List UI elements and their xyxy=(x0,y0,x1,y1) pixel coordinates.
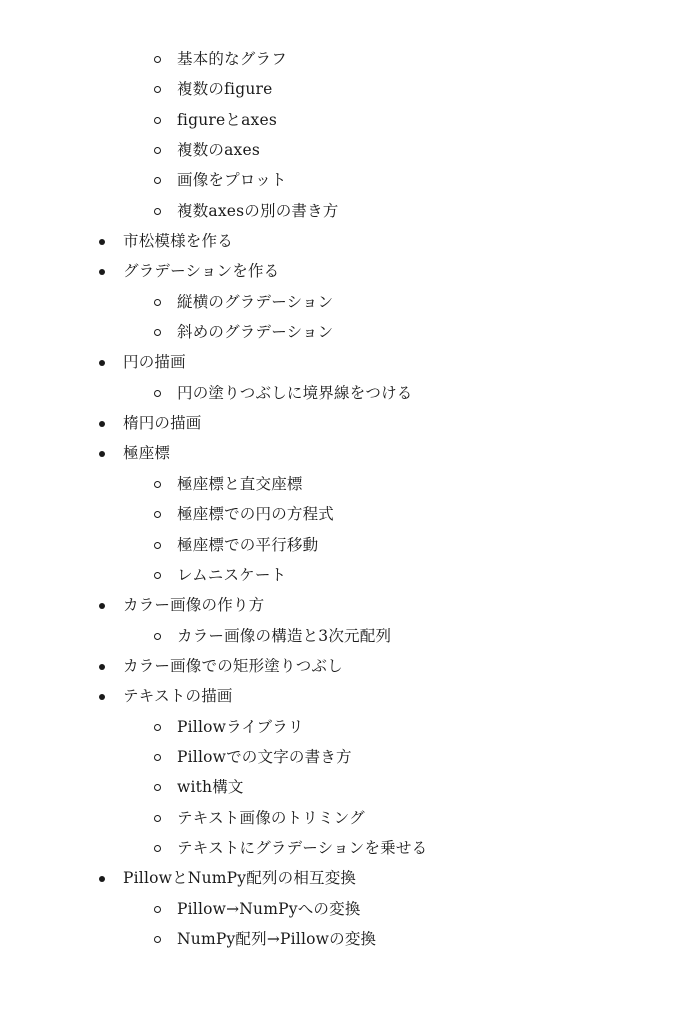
sub-list-item xyxy=(0,924,681,954)
list-item-label: 楕円の描画 xyxy=(123,414,202,433)
sub-list-item-label: 複数のaxes xyxy=(177,141,261,160)
sub-list-item-label: 円の塗りつぶしに境界線をつける xyxy=(177,383,413,402)
table-of-contents xyxy=(0,44,681,954)
list-item xyxy=(0,408,681,438)
list-item-label: カラー画像での矩形塗りつぶし xyxy=(123,656,343,675)
list-item-label: グラデーションを作る xyxy=(123,262,280,281)
sub-list-item xyxy=(0,772,681,802)
sub-list-item-label: 極座標と直交座標 xyxy=(177,474,303,493)
sub-list-item-label: カラー画像の構造と3次元配列 xyxy=(177,626,392,645)
list-item xyxy=(0,256,681,286)
sub-list-item xyxy=(0,499,681,529)
sub-list-item-label: 基本的なグラフ xyxy=(177,50,287,68)
sub-list-item-label: 画像をプロット xyxy=(177,171,287,190)
list-item-label: PillowとNumPy配列の相互変換 xyxy=(123,869,357,888)
sub-list-item-label: 縦横のグラデーション xyxy=(177,292,334,311)
list-item-label: 極座標 xyxy=(123,444,171,463)
sub-list-item xyxy=(0,469,681,499)
list-item-label: テキストの描画 xyxy=(123,687,233,706)
sub-list-item xyxy=(0,287,681,317)
sub-list-item xyxy=(0,165,681,195)
sub-list-item xyxy=(0,317,681,347)
sub-list-item-label: Pillowでの文字の書き方 xyxy=(177,747,352,766)
list-item-label: 市松模様を作る xyxy=(123,232,233,251)
sub-list-item-label: with構文 xyxy=(177,778,244,797)
sub-list-item-label: Pillowライブラリ xyxy=(177,717,304,736)
list-item xyxy=(0,347,681,377)
sub-list-item-label: 斜めのグラデーション xyxy=(177,323,334,342)
sub-list-item xyxy=(0,196,681,226)
sub-list-item xyxy=(0,135,681,165)
list-item xyxy=(0,651,681,681)
sub-list-item xyxy=(0,74,681,104)
sub-list-item-label: figureとaxes xyxy=(177,110,277,129)
list-item xyxy=(0,681,681,711)
sub-list-item xyxy=(0,803,681,833)
list-item-label: 円の描画 xyxy=(123,353,186,372)
list-item xyxy=(0,226,681,256)
sub-list-item-label: 極座標での平行移動 xyxy=(177,535,319,554)
sub-list-item xyxy=(0,833,681,863)
sub-list-item-label: 複数axesの別の書き方 xyxy=(177,201,339,220)
sub-list-item xyxy=(0,894,681,924)
sub-list-item xyxy=(0,560,681,590)
sub-list-item-label: NumPy配列→Pillowの変換 xyxy=(177,929,377,948)
sub-list-item xyxy=(0,530,681,560)
list-item xyxy=(0,590,681,620)
sub-list-item xyxy=(0,105,681,135)
sub-list-item xyxy=(0,742,681,772)
sub-list-item-label: テキスト画像のトリミング xyxy=(177,808,365,827)
sub-list-item-label: 複数のfigure xyxy=(177,80,273,99)
sub-list-item xyxy=(0,378,681,408)
sub-list-item-label: 極座標での円の方程式 xyxy=(177,505,335,524)
sub-list-item xyxy=(0,621,681,651)
list-item-label: カラー画像の作り方 xyxy=(123,596,265,615)
sub-list-item xyxy=(0,44,681,74)
list-item xyxy=(0,863,681,893)
sub-list-item-label: テキストにグラデーションを乗せる xyxy=(177,838,428,857)
sub-list-item-label: レムニスケート xyxy=(177,565,287,584)
sub-list-item-label: Pillow→NumPyへの変換 xyxy=(177,899,361,918)
sub-list-item xyxy=(0,712,681,742)
list-item xyxy=(0,438,681,468)
